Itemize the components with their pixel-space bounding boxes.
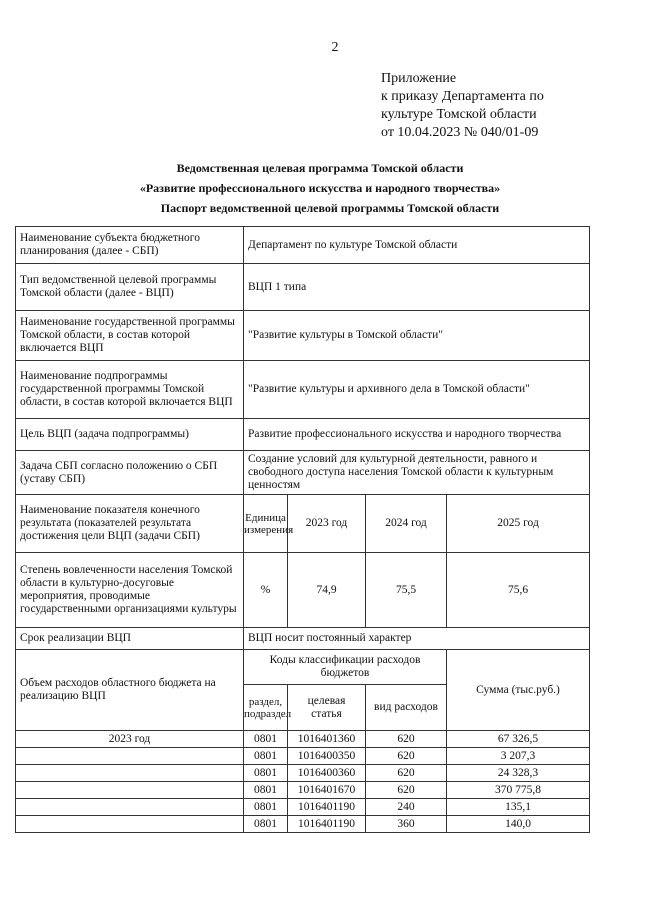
appendix-block	[381, 70, 631, 142]
indicator-header-label: Наименование показателя конечного результата (показателей результата достижения цели ВЦП (задачи СБП)	[16, 495, 244, 553]
budget-section: 0801	[244, 765, 288, 782]
appendix-line-3: культуре Томской области	[381, 107, 537, 122]
budget-year-empty	[16, 816, 244, 833]
budget-target: 1016401360	[288, 731, 366, 748]
budget-sum: 135,1	[447, 799, 590, 816]
task-label: Задача СБП согласно положению о СБП (уставу СБП)	[16, 451, 244, 495]
budget-type: 620	[366, 748, 447, 765]
indicator-value-2025: 75,6	[447, 553, 590, 628]
budget-sum: 370 775,8	[447, 782, 590, 799]
budget-section: 0801	[244, 782, 288, 799]
task-value: Создание условий для культурной деятельности, равного и свободного доступа населения Томской области к культурным ценностям	[244, 451, 590, 495]
table-row	[16, 311, 590, 361]
year-header-2024: 2024 год	[366, 495, 447, 553]
year-header-2025: 2025 год	[447, 495, 590, 553]
subject-value: Департамент по культуре Томской области	[244, 227, 590, 264]
budget-target: 1016400360	[288, 765, 366, 782]
appendix-line-4: от 10.04.2023 № 040/01-09	[381, 125, 539, 140]
budget-year: 2023 год	[16, 731, 244, 748]
table-row	[16, 731, 590, 748]
program-name: «Развитие профессионального искусства и народного творчества»	[139, 181, 501, 195]
budget-target: 1016401190	[288, 816, 366, 833]
table-row	[16, 816, 590, 833]
year-header-2023: 2023 год	[288, 495, 366, 553]
gov-program-value: "Развитие культуры в Томской области"	[244, 311, 590, 361]
table-row	[16, 495, 590, 553]
budget-year-empty	[16, 748, 244, 765]
budget-type: 360	[366, 816, 447, 833]
document-titles	[0, 158, 640, 218]
table-row	[16, 227, 590, 264]
budget-year-empty	[16, 799, 244, 816]
budget-sum: 3 207,3	[447, 748, 590, 765]
gov-program-label: Наименование государственной программы Томской области, в состав которой включается ВЦП	[16, 311, 244, 361]
program-title: Ведомственная целевая программа Томской области	[176, 161, 464, 175]
goal-label: Цель ВЦП (задача подпрограммы)	[16, 419, 244, 451]
table-row	[16, 451, 590, 495]
budget-target: 1016400350	[288, 748, 366, 765]
passport-table	[15, 226, 590, 833]
budget-year-empty	[16, 782, 244, 799]
type-header: вид расходов	[366, 685, 447, 731]
budget-sum: 140,0	[447, 816, 590, 833]
appendix-line-2: к приказу Департамента по	[381, 89, 544, 104]
budget-label: Объем расходов областного бюджета на реализацию ВЦП	[16, 650, 244, 731]
budget-type: 240	[366, 799, 447, 816]
budget-section: 0801	[244, 816, 288, 833]
appendix-line-1: Приложение	[381, 71, 457, 86]
table-row	[16, 748, 590, 765]
subprogram-label: Наименование подпрограммы государственной программы Томской области, в состав которой включается ВЦП	[16, 361, 244, 419]
page-number: 2	[331, 40, 339, 55]
table-row	[16, 553, 590, 628]
budget-target: 1016401190	[288, 799, 366, 816]
indicator-value-2023: 74,9	[288, 553, 366, 628]
table-row	[16, 799, 590, 816]
budget-target: 1016401670	[288, 782, 366, 799]
table-row	[16, 419, 590, 451]
type-value: ВЦП 1 типа	[244, 264, 590, 311]
goal-value: Развитие профессионального искусства и народного творчества	[244, 419, 590, 451]
passport-title: Паспорт ведомственной целевой программы Томской области	[160, 201, 500, 215]
budget-type: 620	[366, 782, 447, 799]
budget-type: 620	[366, 731, 447, 748]
budget-sum: 67 326,5	[447, 731, 590, 748]
type-label: Тип ведомственной целевой программы Томской области (далее - ВЦП)	[16, 264, 244, 311]
target-header: целевая статья	[288, 685, 366, 731]
subject-label: Наименование субъекта бюджетного планирования (далее - СБП)	[16, 227, 244, 264]
budget-section: 0801	[244, 799, 288, 816]
budget-sum: 24 328,3	[447, 765, 590, 782]
table-row	[16, 264, 590, 311]
table-row	[16, 361, 590, 419]
budget-section: 0801	[244, 748, 288, 765]
unit-header: Единица измерения	[244, 495, 288, 553]
table-row	[16, 628, 590, 650]
budget-type: 620	[366, 765, 447, 782]
budget-year-empty	[16, 765, 244, 782]
section-header: раздел, подраздел	[244, 685, 288, 731]
indicator-label: Степень вовлеченности населения Томской области в культурно-досуговые мероприятия, проводимые государственными организациями культуры	[16, 553, 244, 628]
codes-header: Коды классификации расходов бюджетов	[244, 650, 447, 685]
sum-header: Сумма (тыс.руб.)	[447, 650, 590, 731]
subprogram-value: "Развитие культуры и архивного дела в Томской области"	[244, 361, 590, 419]
indicator-value-2024: 75,5	[366, 553, 447, 628]
table-row	[16, 765, 590, 782]
term-label: Срок реализации ВЦП	[16, 628, 244, 650]
table-row	[16, 650, 590, 685]
term-value: ВЦП носит постоянный характер	[244, 628, 590, 650]
indicator-unit: %	[244, 553, 288, 628]
budget-section: 0801	[244, 731, 288, 748]
table-row	[16, 782, 590, 799]
